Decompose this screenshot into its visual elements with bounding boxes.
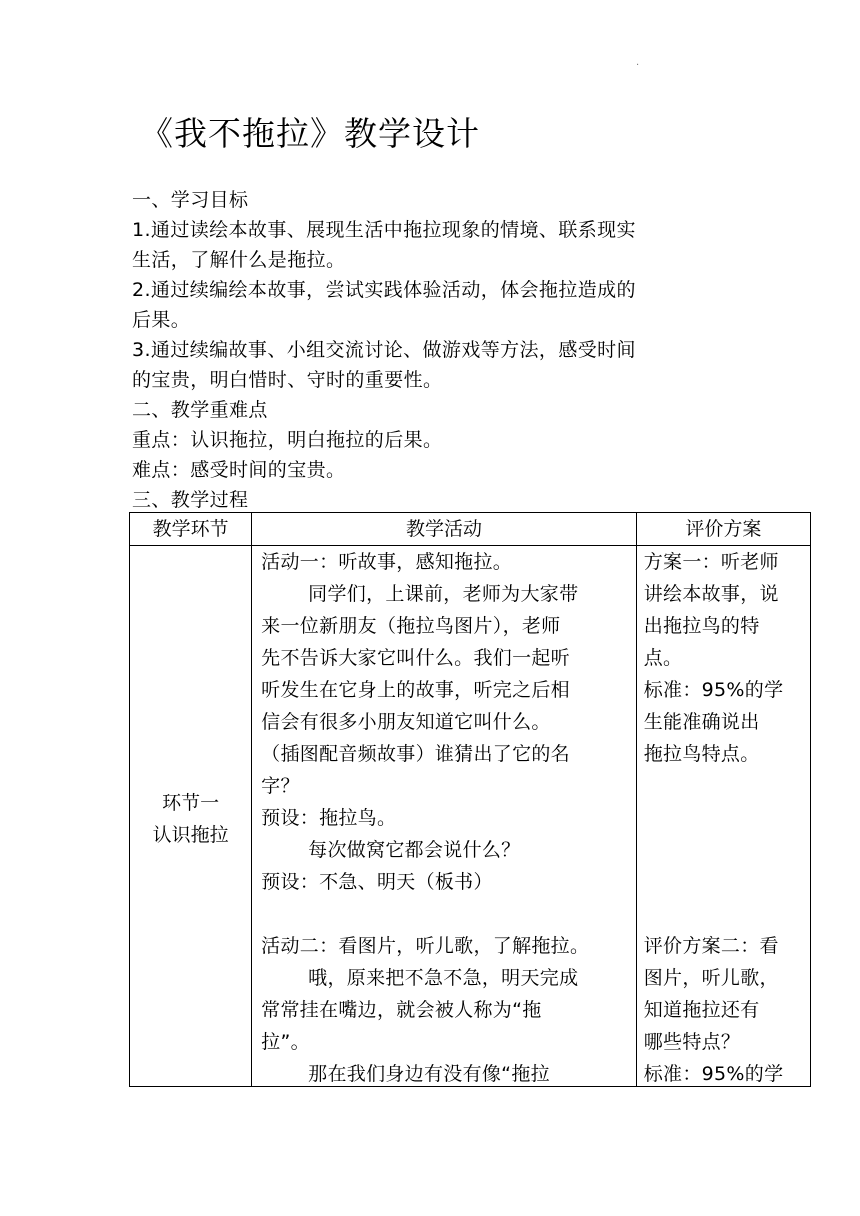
evaluation-cell [636, 546, 810, 1087]
table-header-row [130, 513, 811, 546]
activity-line: 活动一：听故事，感知拖拉。 [261, 551, 513, 573]
stage-label-2: 认识拖拉 [152, 824, 229, 846]
header-activity: 教学活动 [252, 513, 637, 546]
document-title: 《我不拖拉》教学设计 [140, 114, 480, 153]
goal-2-line-2: 后果。 [132, 309, 191, 331]
activity-line: 每次做窝它都会说什么？ [308, 839, 521, 861]
activity-line: 活动二：看图片，听儿歌，了解拖拉。 [261, 935, 590, 957]
activity-line: 信会有很多小朋友知道它叫什么。 [261, 711, 551, 733]
process-heading: 三、教学过程 [132, 489, 249, 511]
activity-line: 听发生在它身上的故事，听完之后相 [261, 679, 570, 701]
activity-line: 那在我们身边有没有像“拖拉 [308, 1063, 550, 1085]
evaluation-line [637, 802, 810, 834]
evaluation-line: 出拖拉鸟的特 [643, 615, 760, 637]
activity-line: 字？ [261, 775, 300, 797]
evaluation-line: 拖拉鸟特点。 [643, 743, 760, 765]
evaluation-line: 点。 [643, 647, 683, 669]
key-point: 重点：认识拖拉，明白拖拉的后果。 [132, 429, 443, 451]
evaluation-line: 评价方案二：看 [643, 935, 779, 957]
goal-3-line-2: 的宝贵，明白惜时、守时的重要性。 [132, 369, 443, 391]
evaluation-line: 生能准确说出 [643, 711, 760, 733]
evaluation-line [637, 834, 810, 866]
stage-cell [130, 546, 252, 1087]
activity-cell [252, 546, 637, 1087]
document-body [132, 185, 742, 515]
activity-line: 预设：不急、明天（板书） [261, 871, 493, 893]
evaluation-line: 方案一：听老师 [643, 551, 779, 573]
goals-heading: 一、学习目标 [132, 189, 249, 211]
activity-line [252, 898, 636, 930]
difficult-point: 难点：感受时间的宝贵。 [132, 459, 346, 481]
activity-line: 哦，原来把不急不急，明天完成 [308, 967, 579, 989]
goal-1-line-2: 生活，了解什么是拖拉。 [132, 249, 346, 271]
goal-2-line-1: 2.通过续编绘本故事，尝试实践体验活动，体会拖拉造成的 [132, 279, 636, 301]
activity-line: 拉”。 [261, 1031, 310, 1053]
activity-line: 来一位新朋友（拖拉鸟图片），老师 [261, 615, 561, 637]
evaluation-line: 知道拖拉还有 [643, 999, 760, 1021]
goal-3-line-1: 3.通过续编故事、小组交流讨论、做游戏等方法，感受时间 [132, 339, 636, 361]
stage-label-1: 环节一 [162, 792, 220, 814]
evaluation-line: 讲绘本故事，说 [643, 583, 779, 605]
key-points-heading: 二、教学重难点 [132, 399, 268, 421]
page-dot-mark: · [636, 60, 640, 71]
activity-line: （插图配音频故事）谁猜出了它的名 [261, 743, 570, 765]
activity-line: 常常挂在嘴边，就会被人称为“拖 [261, 999, 542, 1021]
goal-1-line-1: 1.通过读绘本故事、展现生活中拖拉现象的情境、联系现实 [132, 219, 636, 241]
activity-line: 预设：拖拉鸟。 [261, 807, 397, 829]
evaluation-line [637, 866, 810, 898]
activity-line: 同学们，上课前，老师为大家带 [308, 583, 579, 605]
table-row [130, 546, 811, 1087]
activity-lines [252, 546, 636, 1086]
evaluation-line [637, 770, 810, 802]
evaluation-line: 哪些特点？ [643, 1031, 741, 1053]
evaluation-line: 标准：95%的学 [643, 1063, 784, 1085]
evaluation-lines [637, 546, 810, 1086]
evaluation-line: 标准：95%的学 [643, 679, 784, 701]
header-evaluation: 评价方案 [636, 513, 810, 546]
teaching-process-table [129, 512, 811, 1087]
evaluation-line: 图片，听儿歌， [643, 967, 779, 989]
activity-line: 先不告诉大家它叫什么。我们一起听 [261, 647, 570, 669]
header-stage: 教学环节 [130, 513, 252, 546]
evaluation-line [637, 898, 810, 930]
